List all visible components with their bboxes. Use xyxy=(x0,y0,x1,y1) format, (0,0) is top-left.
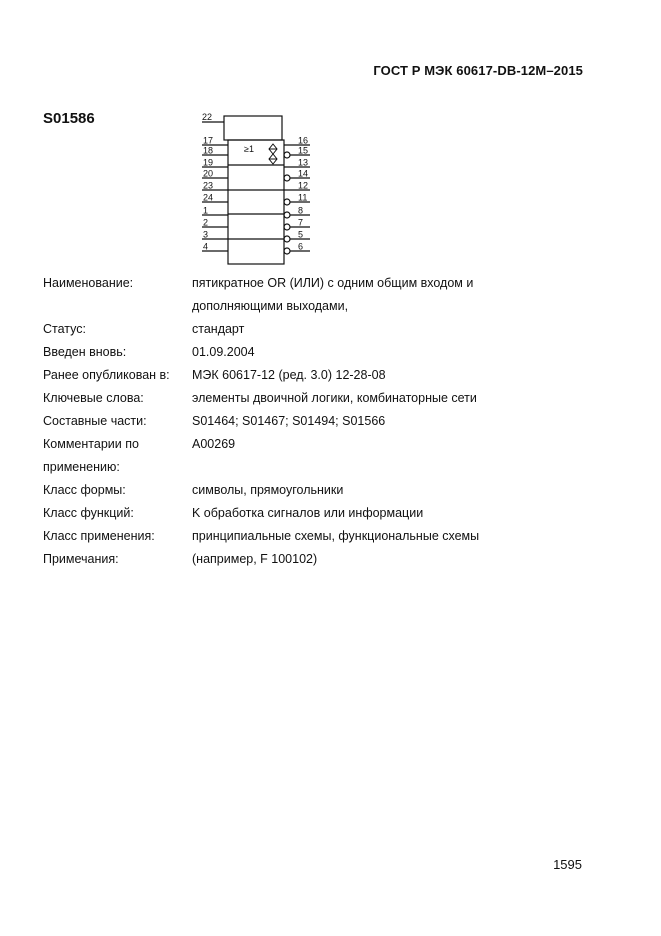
property-label: Статус: xyxy=(43,322,86,336)
negation-circle-icon xyxy=(284,248,290,254)
negation-circle-icon xyxy=(284,212,290,218)
output-pin-label: 13 xyxy=(298,157,309,168)
output-pin-label: 14 xyxy=(298,168,309,179)
qualifier-symbol: ≥1 xyxy=(244,144,254,154)
property-value: 01.09.2004 xyxy=(192,345,255,359)
negation-circle-icon xyxy=(284,199,290,205)
negation-circle-icon xyxy=(284,236,290,242)
top-pin-label: 22 xyxy=(202,112,213,122)
property-label: Класс функций: xyxy=(43,506,134,520)
input-pin-label: 24 xyxy=(203,192,214,203)
output-pin-label: 7 xyxy=(298,217,304,228)
property-label: Примечания: xyxy=(43,552,119,566)
logic-symbol-diagram xyxy=(196,112,326,272)
property-label: применению: xyxy=(43,460,120,474)
output-pin-label: 15 xyxy=(298,145,309,156)
property-label: Ранее опубликован в: xyxy=(43,368,170,382)
property-label: Введен вновь: xyxy=(43,345,127,359)
common-control-block xyxy=(224,116,282,140)
property-value: S01464; S01467; S01494; S01566 xyxy=(192,414,386,428)
negation-circle-icon xyxy=(284,175,290,181)
output-pin-label: 12 xyxy=(298,180,309,191)
input-pin-label: 19 xyxy=(203,157,214,168)
property-value: элементы двоичной логики, комбинаторные сети xyxy=(192,391,477,405)
input-pin-label: 4 xyxy=(203,241,209,252)
input-pin-label: 23 xyxy=(203,180,214,191)
property-value: МЭК 60617-12 (ред. 3.0) 12-28-08 xyxy=(192,368,386,382)
property-label: Класс применения: xyxy=(43,529,155,543)
negation-circle-icon xyxy=(284,152,290,158)
property-value: дополняющими выходами, xyxy=(192,299,349,313)
property-label: Класс формы: xyxy=(43,483,126,497)
property-value: A00269 xyxy=(192,437,236,451)
document-header: ГОСТ Р МЭК 60617-DB-12М–2015 xyxy=(373,63,583,78)
input-pin-label: 17 xyxy=(203,135,214,146)
negation-circle-icon xyxy=(284,224,290,230)
page-number: 1595 xyxy=(553,857,582,872)
input-pin-label: 1 xyxy=(203,205,209,216)
property-label: Ключевые слова: xyxy=(43,391,144,405)
input-pin-label: 2 xyxy=(203,217,209,228)
output-pin-label: 11 xyxy=(298,192,308,203)
property-label: Наименование: xyxy=(43,276,134,290)
property-value: (например, F 100102) xyxy=(192,552,318,566)
input-pin-label: 20 xyxy=(203,168,214,179)
property-value: стандарт xyxy=(192,322,245,336)
output-pin-label: 16 xyxy=(298,135,309,146)
input-pin-label: 18 xyxy=(203,145,214,156)
property-value: K обработка сигналов или информации xyxy=(192,506,424,520)
property-value: символы, прямоугольники xyxy=(192,483,344,497)
property-label: Составные части: xyxy=(43,414,147,428)
property-label: Комментарии по xyxy=(43,437,139,451)
input-pin-label: 3 xyxy=(203,229,209,240)
property-value: пятикратное OR (ИЛИ) с одним общим входом и xyxy=(192,276,474,290)
output-pin-label: 6 xyxy=(298,241,304,252)
property-value: принципиальные схемы, функциональные схемы xyxy=(192,529,480,543)
output-pin-label: 8 xyxy=(298,205,304,216)
output-pin-label: 5 xyxy=(298,229,304,240)
symbol-id: S01586 xyxy=(43,110,95,127)
